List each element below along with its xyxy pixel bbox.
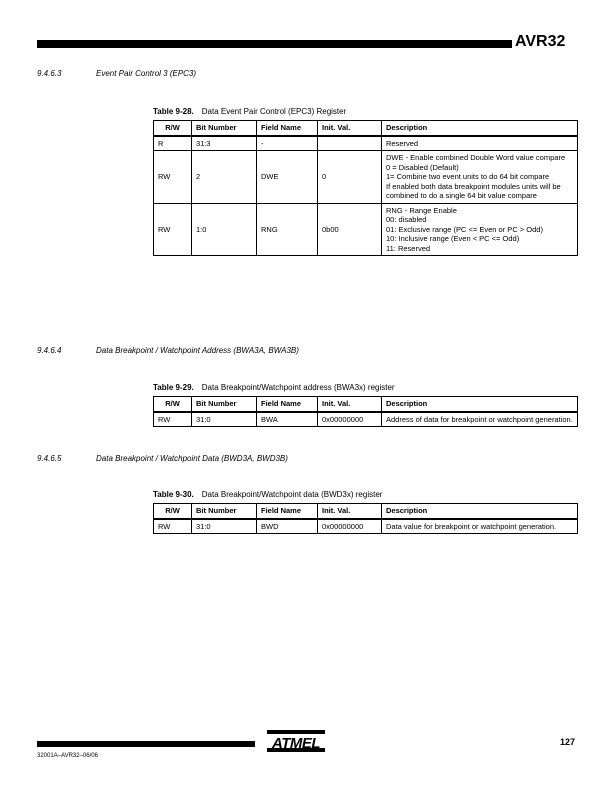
cell-init [318, 136, 382, 151]
cell-rw: RW [154, 412, 192, 427]
cell-field: - [257, 136, 318, 151]
cell-bits: 1:0 [192, 203, 257, 256]
section-number: 9.4.6.4 [37, 346, 62, 355]
table-row [154, 519, 578, 534]
col-field-name: Field Name [257, 397, 318, 412]
desc-line: Address of data for breakpoint or watchpoint generation. [386, 414, 573, 424]
cell-init: 0b00 [318, 203, 382, 256]
desc-line: DWE - Enable combined Double Word value compare [386, 153, 566, 162]
table-header-row [154, 504, 578, 519]
cell-bits: 31:3 [192, 136, 257, 151]
table-number: Table 9-29. [153, 383, 194, 392]
header-title: AVR32 [515, 33, 566, 50]
cell-rw: RW [154, 519, 192, 534]
bwd3x-register-table [153, 503, 578, 534]
cell-description [382, 519, 578, 534]
col-description: Description [382, 121, 578, 136]
table-title: Data Event Pair Control (EPC3) Register [201, 107, 347, 116]
cell-init: 0x00000000 [318, 412, 382, 427]
cell-init: 0 [318, 151, 382, 204]
page-number: 127 [560, 737, 576, 747]
table-number: Table 9-28. [153, 107, 194, 116]
table-row [154, 412, 578, 427]
desc-line: If enabled both data breakpoint modules units will be combined to do a single 64 bit value compare [386, 181, 561, 200]
desc-line: 11: Reserved [386, 243, 431, 253]
desc-line: RNG - Range Enable [386, 205, 457, 215]
desc-line: Data value for breakpoint or watchpoint generation. [386, 521, 557, 531]
cell-rw: RW [154, 203, 192, 256]
cell-description [382, 151, 578, 204]
col-rw: R/W [154, 121, 192, 136]
col-field-name: Field Name [257, 504, 318, 519]
section-title: Data Breakpoint / Watchpoint Address (BWA3A, BWA3B) [96, 346, 299, 355]
section-number: 9.4.6.5 [37, 454, 62, 463]
col-bit-number: Bit Number [192, 121, 257, 136]
cell-bits: 2 [192, 151, 257, 204]
cell-field: DWE [257, 151, 318, 204]
document-code: 32001A–AVR32–06/06 [37, 753, 98, 759]
col-bit-number: Bit Number [192, 397, 257, 412]
desc-line: 1= Combine two event units to do 64 bit compare [386, 172, 550, 181]
cell-field: BWD [257, 519, 318, 534]
col-description: Description [382, 504, 578, 519]
col-bit-number: Bit Number [192, 504, 257, 519]
table-row [154, 136, 578, 151]
desc-line: 01: Exclusive range (PC <= Even or PC > Odd) [386, 224, 543, 234]
col-init-val: Init. Val. [318, 397, 382, 412]
cell-rw: R [154, 136, 192, 151]
cell-field: RNG [257, 203, 318, 256]
desc-line: Reserved [386, 138, 419, 148]
cell-init: 0x00000000 [318, 519, 382, 534]
table-caption [153, 490, 382, 499]
section-number: 9.4.6.3 [37, 69, 62, 78]
logo-text: ATMEL [271, 735, 321, 752]
cell-field: BWA [257, 412, 318, 427]
desc-line: 10: Inclusive range (Even < PC <= Odd) [386, 234, 520, 243]
table-row [154, 151, 578, 204]
cell-description [382, 203, 578, 256]
col-init-val: Init. Val. [318, 121, 382, 136]
table-header-row [154, 121, 578, 136]
cell-rw: RW [154, 151, 192, 204]
cell-bits: 31:0 [192, 519, 257, 534]
col-rw: R/W [154, 504, 192, 519]
header-rule [37, 40, 512, 48]
footer-rule [37, 741, 255, 747]
table-number: Table 9-30. [153, 490, 194, 499]
table-caption [153, 383, 395, 392]
col-rw: R/W [154, 397, 192, 412]
cell-description [382, 412, 578, 427]
col-init-val: Init. Val. [318, 504, 382, 519]
desc-line: 0 = Disabled (Default) [386, 162, 459, 172]
table-caption [153, 107, 346, 116]
epc3-register-table [153, 120, 578, 256]
cell-description [382, 136, 578, 151]
desc-line: 00: disabled [386, 215, 427, 224]
col-description: Description [382, 397, 578, 412]
table-title: Data Breakpoint/Watchpoint data (BWD3x) register [201, 490, 383, 499]
table-row [154, 203, 578, 256]
section-title: Data Breakpoint / Watchpoint Data (BWD3A, BWD3B) [96, 454, 288, 463]
table-title: Data Breakpoint/Watchpoint address (BWA3x) register [201, 383, 395, 392]
section-title: Event Pair Control 3 (EPC3) [96, 69, 197, 78]
table-header-row [154, 397, 578, 412]
cell-bits: 31:0 [192, 412, 257, 427]
bwa3x-register-table [153, 396, 578, 427]
atmel-logo [265, 728, 329, 758]
col-field-name: Field Name [257, 121, 318, 136]
